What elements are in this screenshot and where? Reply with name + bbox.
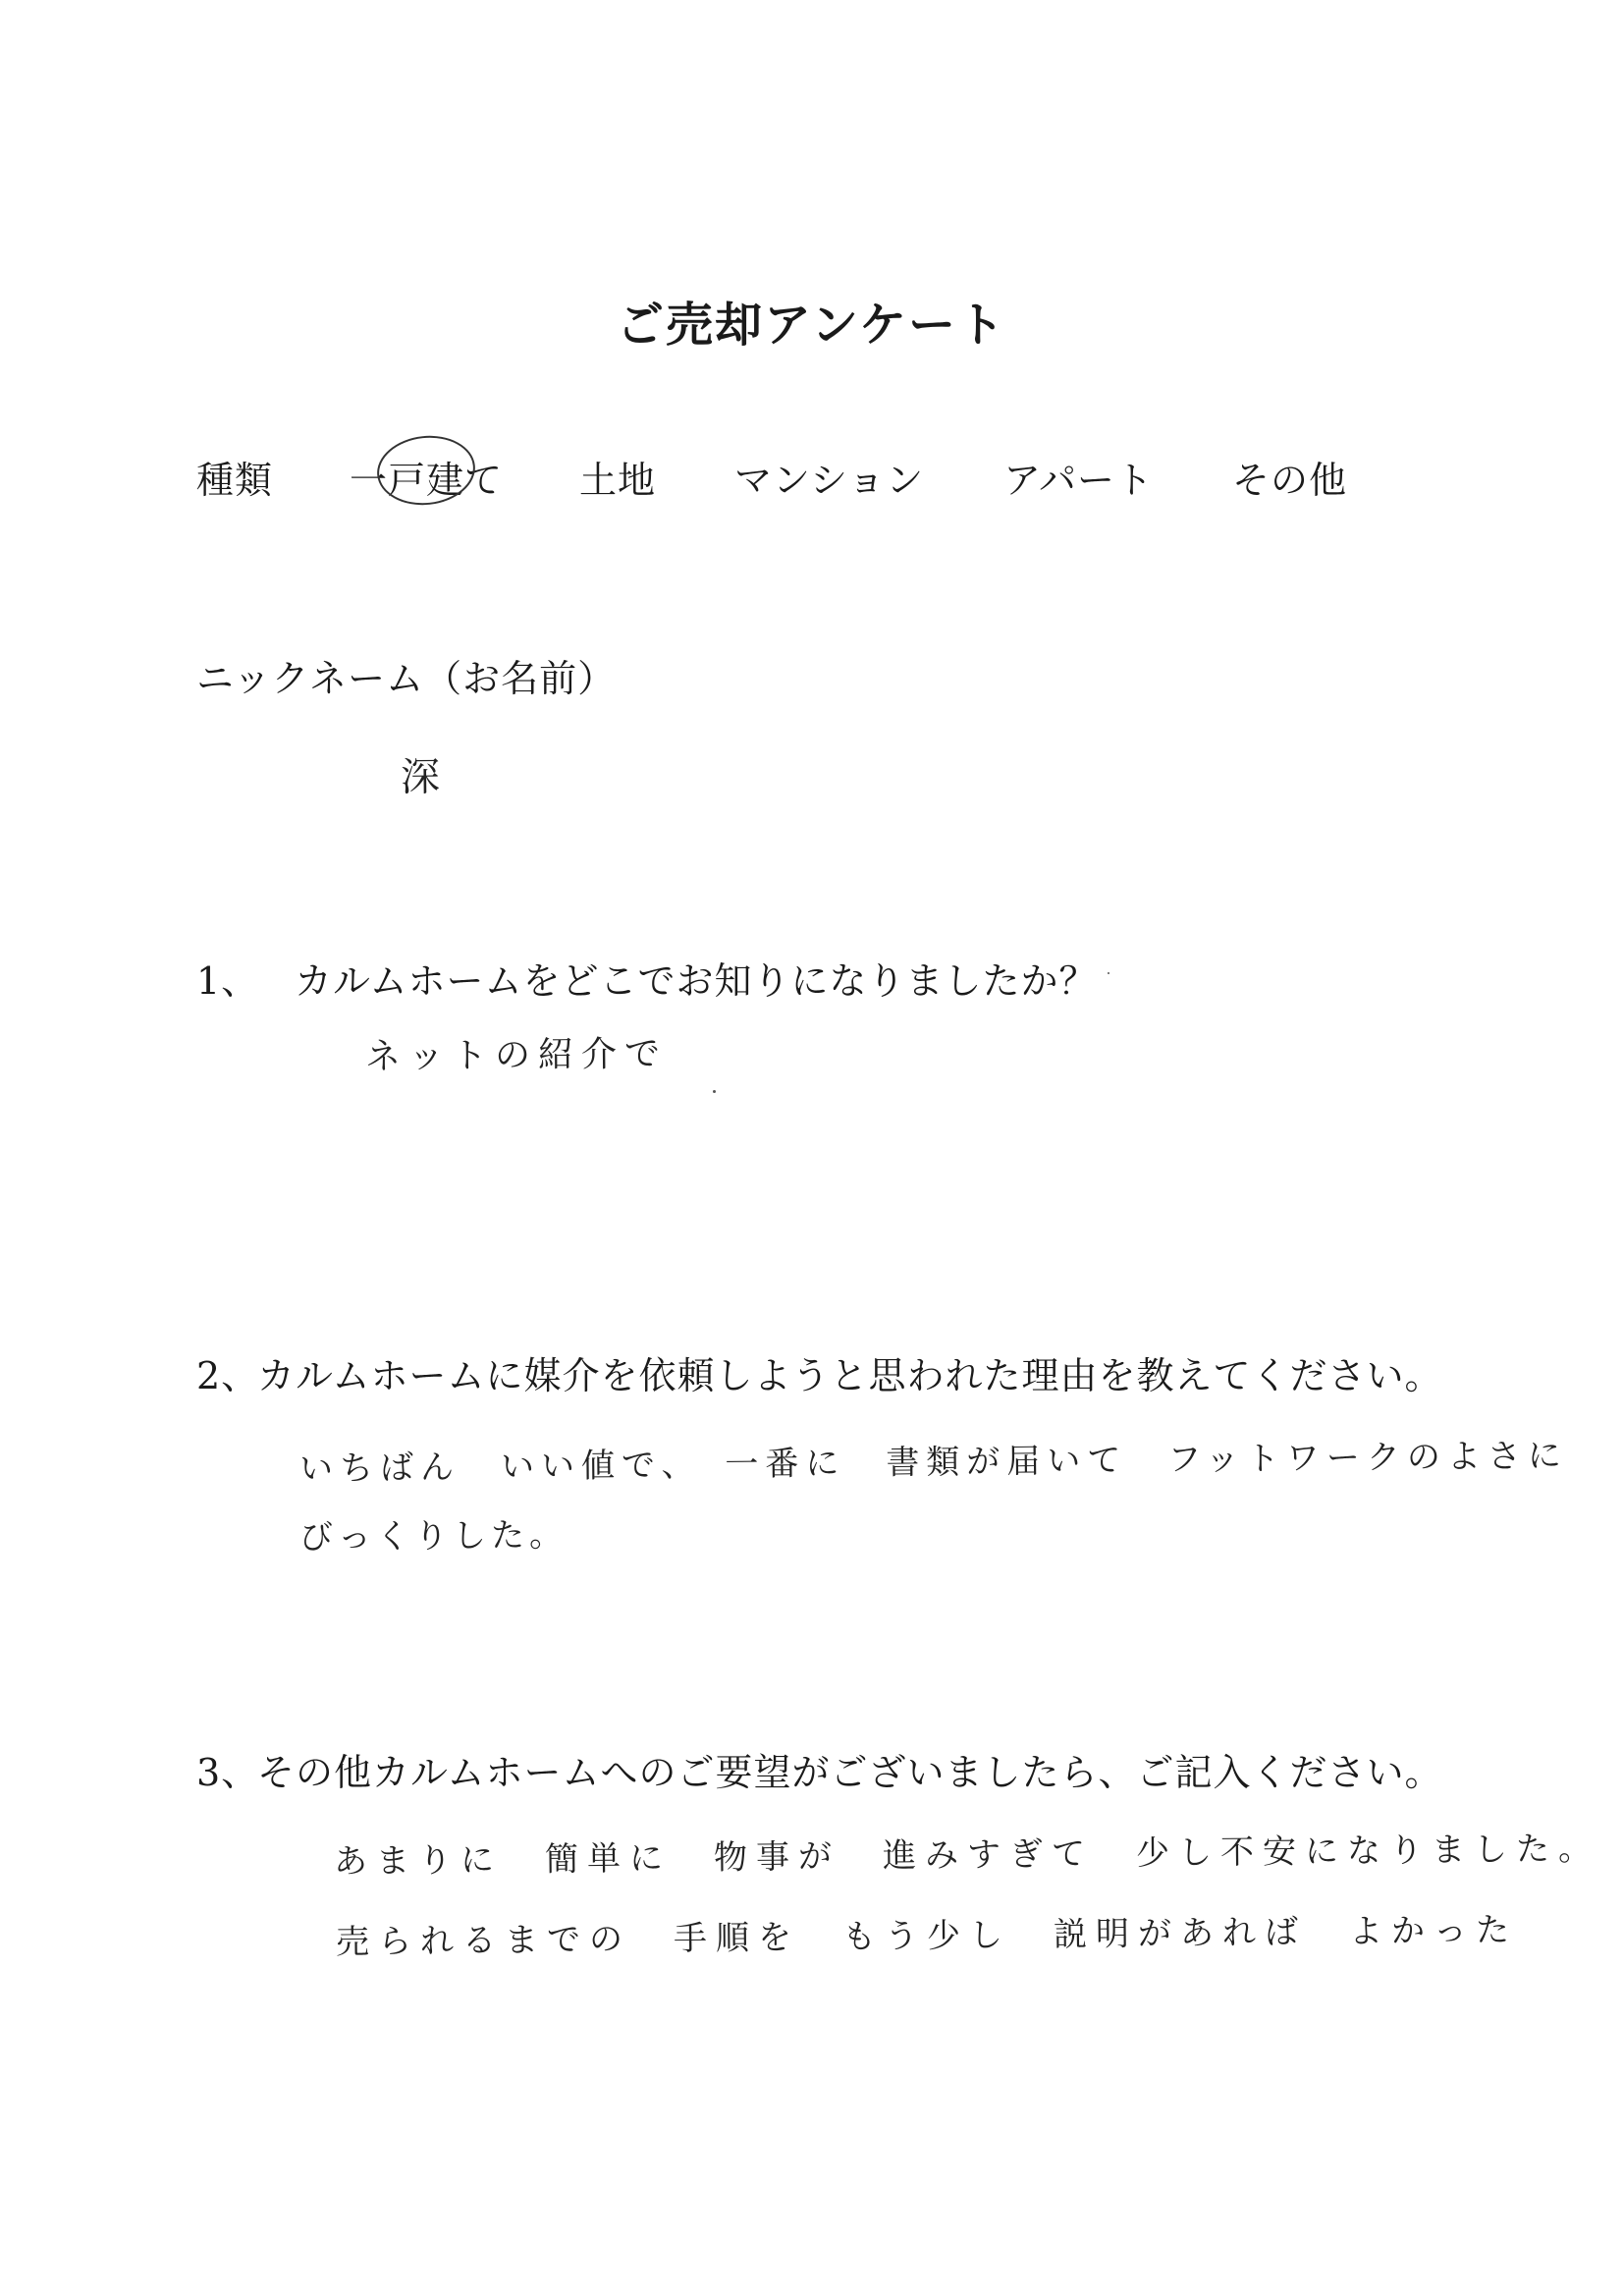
answer-line: 売られるまでの 手順を もう少し 説明があれば よかった [335, 1910, 1519, 1962]
answer-line: あまりに 簡単に 物事が 進みすぎて 少し不安になりました。 [333, 1829, 1601, 1882]
question-text: その他カルムホームへのご要望がございましたら、ご記入ください。 [257, 1751, 1443, 1794]
property-type-label: 種類 [196, 459, 274, 502]
answer-line: びっくりした。 [298, 1515, 568, 1558]
nickname-answer: 深 [400, 754, 447, 800]
answer-line: いちばん いい値で、 一番に 書類が届いて フットワークのよさに [298, 1436, 1569, 1489]
question-number: 3、 [196, 1751, 260, 1794]
answer-line: ネットの紹介で [364, 1033, 669, 1077]
question-number: 2、 [196, 1354, 260, 1397]
nickname-label: ニックネーム（お名前） [196, 657, 617, 700]
property-type-option-apartment: アパート [1003, 459, 1154, 502]
question-number: 1、 [196, 959, 260, 1003]
property-type-option-detached-house: 一戸建て [350, 459, 504, 502]
property-type-option-condominium: マンション [734, 459, 925, 502]
scan-speck [713, 1090, 716, 1093]
survey-title: ご売却アンケート [616, 298, 1007, 353]
property-type-option-other: その他 [1232, 459, 1348, 502]
property-type-option-land: 土地 [579, 459, 657, 502]
question-text: カルムホームをどこでお知りになりましたか？ [295, 959, 1098, 1003]
scan-speck [1108, 972, 1109, 974]
question-text: カルムホームに媒介を依頼しようと思われた理由を教えてください。 [257, 1354, 1443, 1397]
